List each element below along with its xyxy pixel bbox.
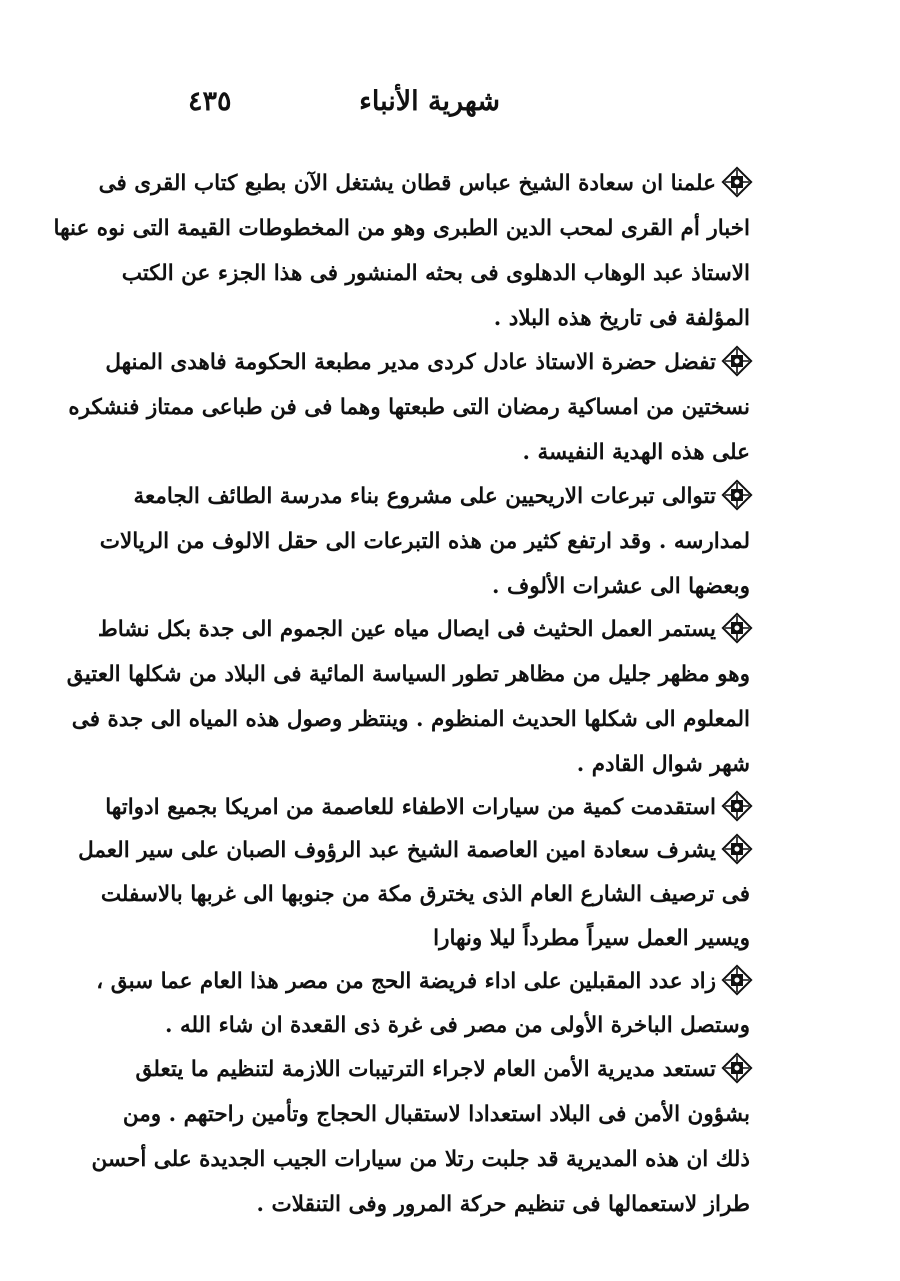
- running-title: شهرية الأنباء: [359, 86, 500, 117]
- news-item-6-line-1: [78, 829, 750, 873]
- line-text: لمدارسه . وقد ارتفع كثير من هذه التبرعات الى حقل الالوف من الريالات: [99, 529, 750, 554]
- ornament-bullet-icon: [724, 482, 750, 508]
- ornament-bullet-icon: [724, 836, 750, 862]
- line-text: طراز لاستعمالها فى تنظيم حركة المرور وفى التنقلات .: [256, 1192, 750, 1217]
- news-item-2-line-1: [105, 341, 750, 385]
- news-item-2-line-3: [150, 431, 750, 475]
- news-item-1-line-3: [121, 252, 750, 296]
- news-item-4-line-4: [150, 743, 750, 787]
- line-text: تتوالى تبرعات الاريحيين على مشروع بناء مدرسة الطائف الجامعة: [133, 484, 716, 509]
- line-text: نسختين من امساكية رمضان التى طبعتها وهما فى فن طباعى ممتاز فنشكره: [68, 395, 750, 420]
- line-text: الاستاذ عبد الوهاب الدهلوى فى بحثه المنشور فى هذا الجزء عن الكتب: [121, 261, 750, 286]
- news-item-8-line-1: [135, 1048, 750, 1092]
- line-text: شهر شوال القادم .: [576, 752, 750, 777]
- ornament-bullet-icon: [724, 793, 750, 819]
- line-text: وهو مظهر جليل من مظاهر تطور السياسة المائية فى البلاد من شكلها العتيق: [66, 662, 750, 687]
- news-item-8-line-2: [122, 1093, 750, 1137]
- news-item-8-line-3: [91, 1138, 750, 1182]
- line-text: وستصل الباخرة الأولى من مصر فى غرة ذى القعدة ان شاء الله .: [165, 1013, 750, 1038]
- line-text: استقدمت كمية من سيارات الاطفاء للعاصمة من امريكا بجميع ادواتها: [105, 795, 716, 820]
- news-item-7-line-1: [96, 960, 750, 1004]
- news-item-5-line-1: [105, 786, 750, 830]
- line-text: زاد عدد المقبلين على اداء فريضة الحج من مصر هذا العام عما سبق ،: [96, 969, 716, 994]
- ornament-bullet-icon: [724, 615, 750, 641]
- news-item-1-line-2: [53, 207, 750, 251]
- news-item-3-line-3: [150, 565, 750, 609]
- line-text: المؤلفة فى تاريخ هذه البلاد .: [493, 306, 750, 331]
- line-text: وبعضها الى عشرات الألوف .: [492, 574, 750, 599]
- news-item-8-line-4: [150, 1183, 750, 1227]
- ornament-bullet-icon: [724, 169, 750, 195]
- line-text: يستمر العمل الحثيث فى ايصال مياه عين الجموم الى جدة بكل نشاط: [97, 617, 716, 642]
- news-item-4-line-3: [71, 698, 750, 742]
- news-item-7-line-2: [150, 1004, 750, 1048]
- page-number: ٤٣٥: [188, 86, 232, 117]
- line-text: تستعد مديرية الأمن العام لاجراء الترتيبات اللازمة لتنظيم ما يتعلق: [135, 1057, 716, 1082]
- news-item-1-line-4: [150, 297, 750, 341]
- line-text: ذلك ان هذه المديرية قد جلبت رتلا من سيارات الجيب الجديدة على أحسن: [91, 1147, 750, 1172]
- page-header: [150, 82, 750, 130]
- news-item-6-line-2: [100, 873, 750, 917]
- line-text: علمنا ان سعادة الشيخ عباس قطان يشتغل الآن بطبع كتاب القرى فى: [98, 171, 716, 196]
- line-text: يشرف سعادة امين العاصمة الشيخ عبد الرؤوف الصبان على سير العمل: [78, 838, 716, 863]
- ornament-bullet-icon: [724, 967, 750, 993]
- line-text: اخبار أم القرى لمحب الدين الطبرى وهو من المخطوطات القيمة التى نوه عنها: [53, 216, 750, 241]
- line-text: تفضل حضرة الاستاذ عادل كردى مدير مطبعة الحكومة فاهدى المنهل: [105, 350, 716, 375]
- ornament-bullet-icon: [724, 1055, 750, 1081]
- line-text: بشؤون الأمن فى البلاد استعدادا لاستقبال الحجاج وتأمين راحتهم . ومن: [122, 1102, 750, 1127]
- news-item-6-line-3: [150, 917, 750, 961]
- news-item-3-line-1: [133, 475, 750, 519]
- news-item-3-line-2: [99, 520, 750, 564]
- ornament-bullet-icon: [724, 348, 750, 374]
- line-text: فى ترصيف الشارع العام الذى يخترق مكة من جنوبها الى غربها بالاسفلت: [100, 882, 750, 907]
- news-item-4-line-2: [66, 653, 750, 697]
- line-text: المعلوم الى شكلها الحديث المنظوم . وينتظر وصول هذه المياه الى جدة فى: [71, 707, 750, 732]
- line-text: ويسير العمل سيراً مطرداً ليلا ونهارا: [433, 926, 750, 951]
- news-item-4-line-1: [97, 608, 750, 652]
- news-item-1-line-1: [98, 162, 750, 206]
- line-text: على هذه الهدية النفيسة .: [522, 440, 750, 465]
- news-item-2-line-2: [68, 386, 750, 430]
